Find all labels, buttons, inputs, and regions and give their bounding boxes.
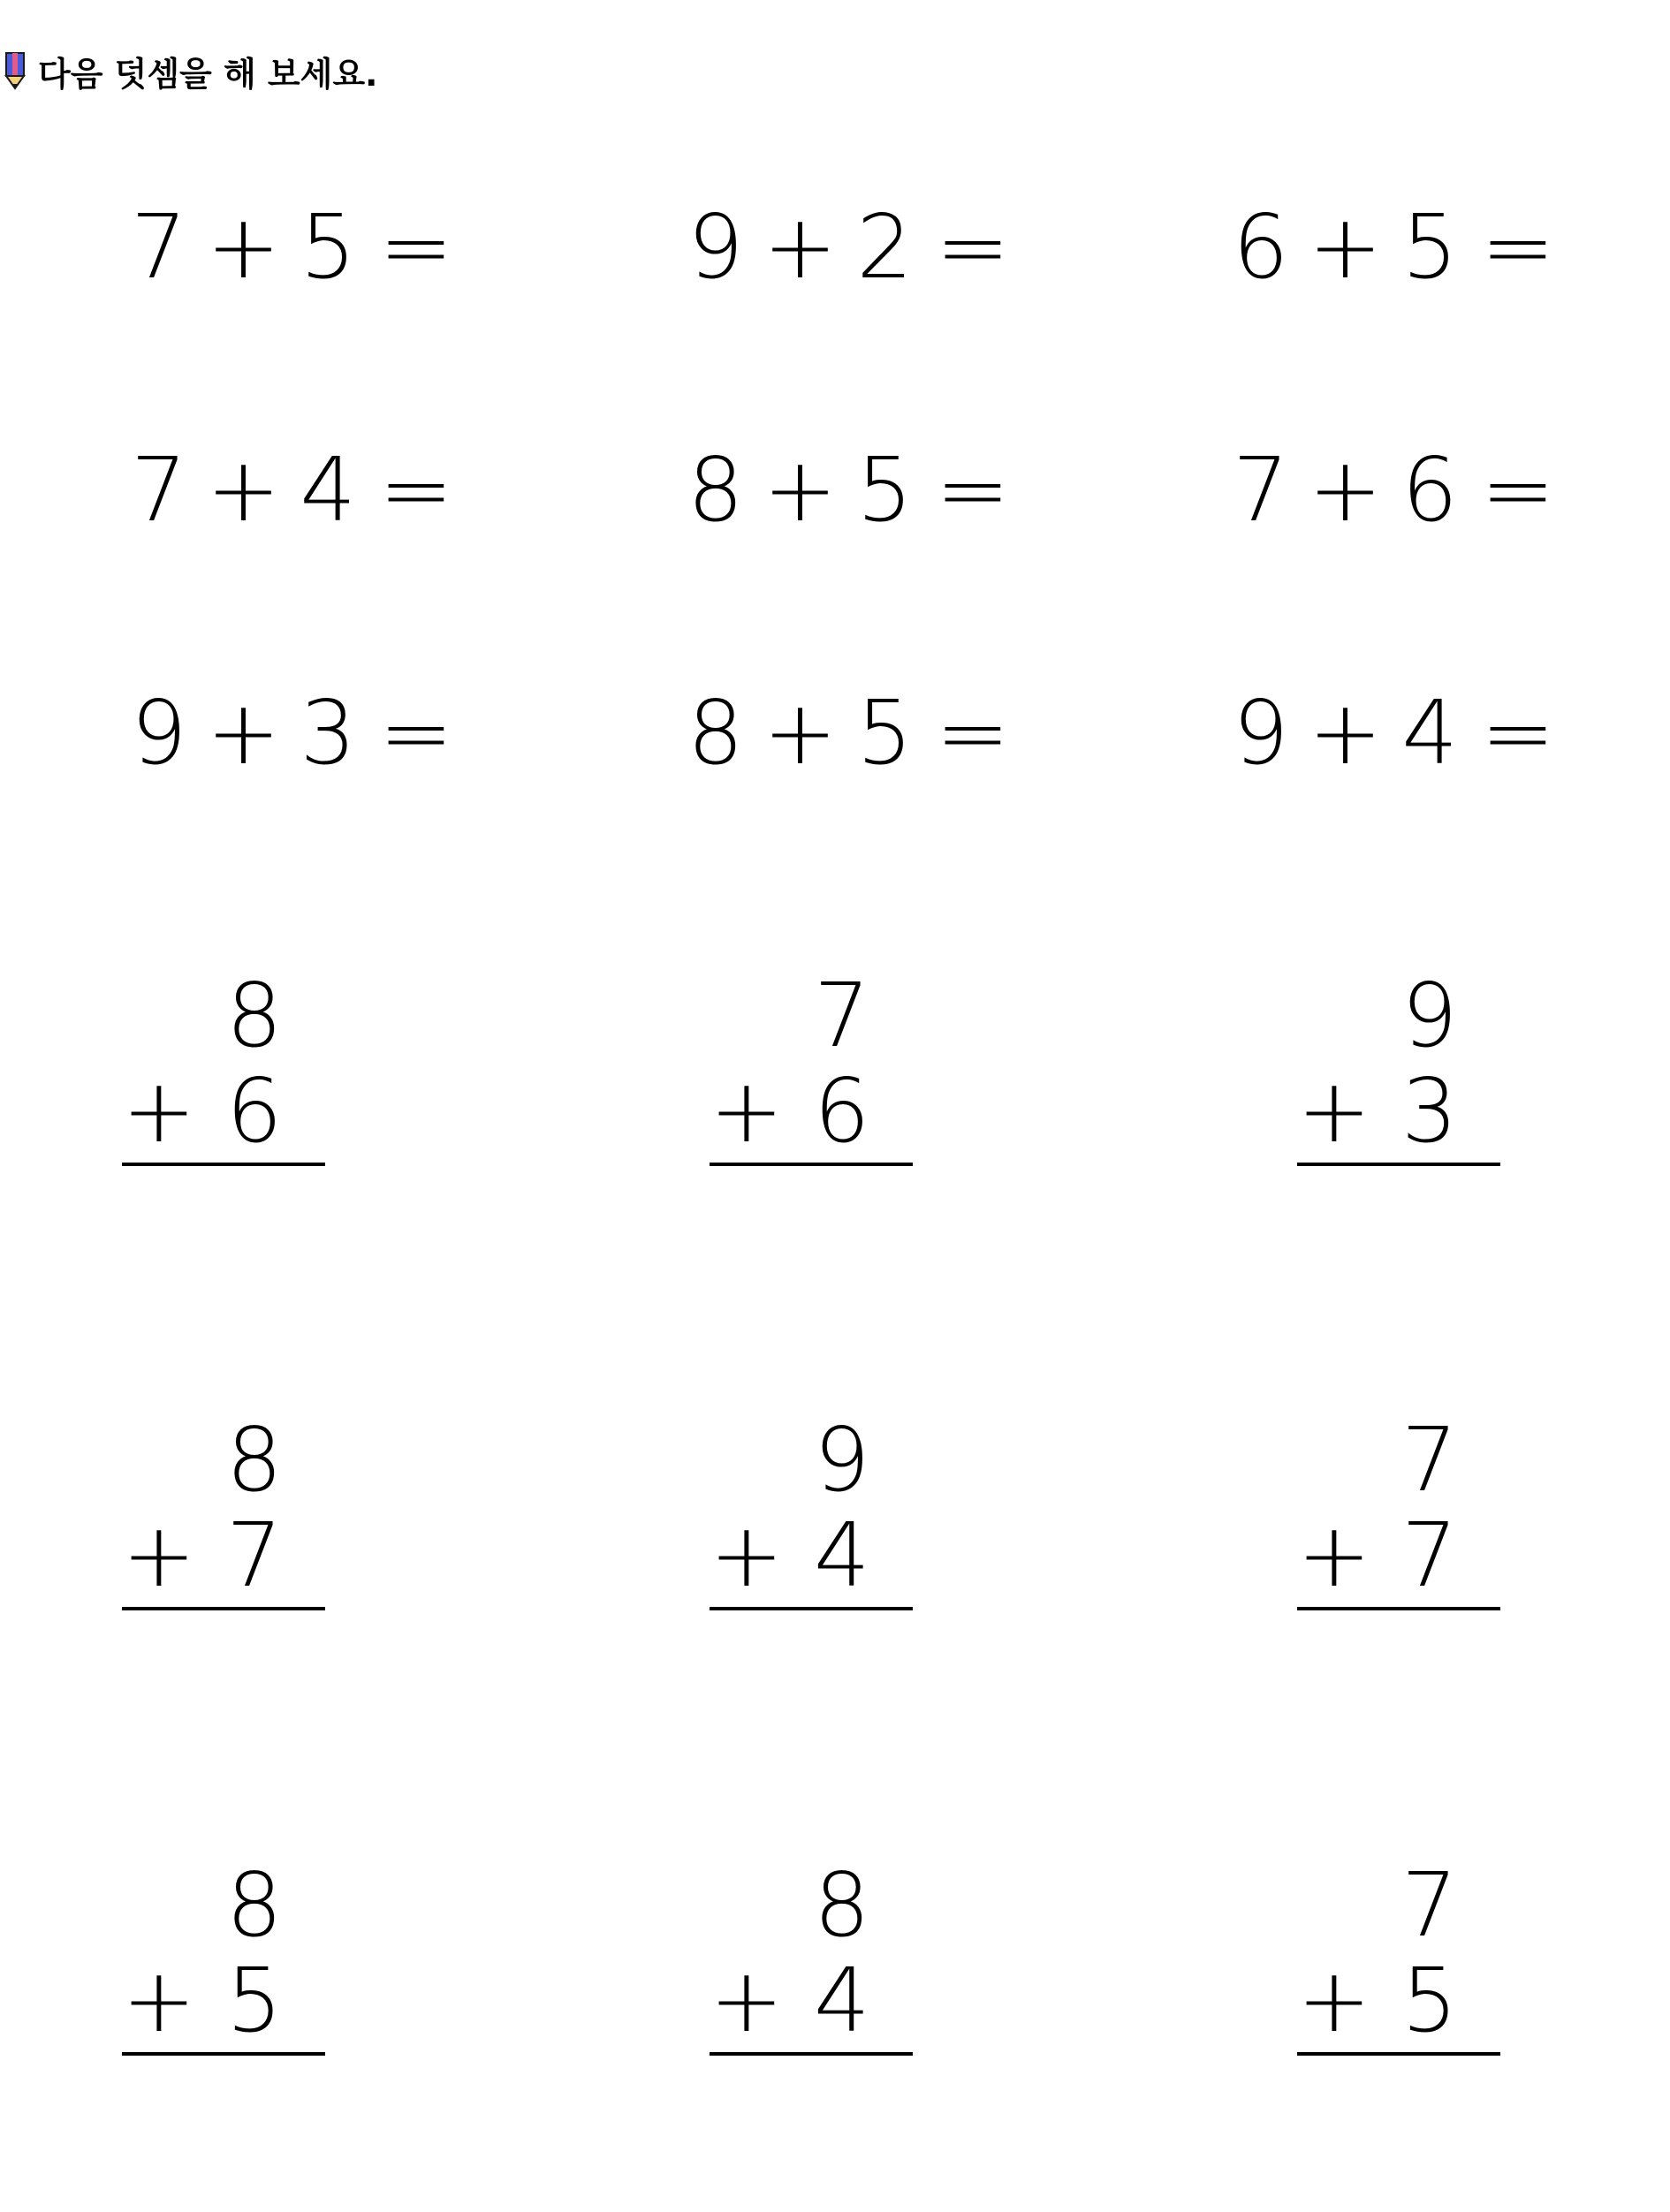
equals-sign: = (936, 438, 1010, 542)
plus-sign: + (1308, 681, 1383, 784)
top-addend: 9 (1401, 964, 1458, 1067)
second-addend: 4 (300, 438, 357, 542)
vertical-problem (122, 1853, 325, 2064)
vertical-problem (710, 1408, 913, 1619)
first-addend: 8 (687, 681, 744, 784)
second-addend: 6 (1401, 438, 1459, 542)
top-addend: 8 (814, 1853, 870, 1957)
second-addend: 5 (856, 438, 914, 542)
plus-sign: + (1308, 438, 1383, 542)
horizontal-problem (687, 680, 1010, 786)
answer-line (710, 2052, 913, 2056)
vertical-problem (710, 1853, 913, 2064)
horizontal-problem (131, 437, 453, 543)
plus-sign: + (763, 681, 838, 784)
answer-line (1297, 1607, 1500, 1610)
worksheet-header (4, 49, 378, 93)
vertical-problem (122, 1408, 325, 1619)
plus-sign: + (763, 195, 838, 299)
plus-sign: + (1297, 1504, 1371, 1607)
second-addend: 3 (300, 681, 357, 784)
equals-sign: = (379, 195, 453, 299)
top-addend: 8 (226, 964, 283, 1067)
plus-sign: + (206, 681, 281, 784)
bottom-addend: 4 (814, 1504, 870, 1607)
top-addend: 7 (814, 964, 870, 1067)
vertical-problem (710, 964, 913, 1175)
bottom-addend: 5 (1401, 1949, 1458, 2052)
bottom-addend: 7 (226, 1504, 283, 1607)
bottom-addend: 3 (1401, 1059, 1458, 1163)
answer-line (710, 1607, 913, 1610)
horizontal-problem (131, 680, 453, 786)
equals-sign: = (936, 681, 1010, 784)
second-addend: 4 (1401, 681, 1459, 784)
equals-sign: = (1481, 438, 1555, 542)
plus-sign: + (710, 1504, 784, 1607)
plus-sign: + (1297, 1949, 1371, 2052)
equals-sign: = (379, 438, 453, 542)
plus-sign: + (122, 1949, 196, 2052)
plus-sign: + (206, 195, 281, 299)
vertical-problem (1297, 1408, 1500, 1619)
top-addend: 7 (1401, 1408, 1458, 1511)
equals-sign: = (936, 195, 1010, 299)
first-addend: 7 (131, 195, 187, 299)
answer-line (1297, 2052, 1500, 2056)
vertical-problem (122, 964, 325, 1175)
first-addend: 9 (687, 195, 744, 299)
plus-sign: + (1308, 195, 1383, 299)
answer-line (122, 1163, 325, 1166)
answer-line (710, 1163, 913, 1166)
plus-sign: + (122, 1504, 196, 1607)
bottom-addend: 4 (814, 1949, 870, 2052)
horizontal-problem (1233, 680, 1555, 786)
answer-line (1297, 1163, 1500, 1166)
top-addend: 8 (226, 1408, 283, 1511)
horizontal-problem (131, 194, 453, 300)
equals-sign: = (1481, 681, 1555, 784)
top-addend: 7 (1401, 1853, 1458, 1957)
pencil-icon (4, 51, 26, 90)
vertical-problem (1297, 1853, 1500, 2064)
plus-sign: + (763, 438, 838, 542)
first-addend: 6 (1233, 195, 1289, 299)
second-addend: 5 (300, 195, 357, 299)
vertical-problem (1297, 964, 1500, 1175)
horizontal-problem (1233, 437, 1555, 543)
plus-sign: + (710, 1949, 784, 2052)
first-addend: 8 (687, 438, 744, 542)
top-addend: 8 (226, 1853, 283, 1957)
plus-sign: + (122, 1059, 196, 1163)
answer-line (122, 1607, 325, 1610)
bottom-addend: 6 (226, 1059, 283, 1163)
first-addend: 9 (1233, 681, 1289, 784)
answer-line (122, 2052, 325, 2056)
second-addend: 5 (856, 681, 914, 784)
instruction-text: 다음 덧셈을 해 보세요. (38, 54, 378, 94)
horizontal-problem (1233, 194, 1555, 300)
bottom-addend: 7 (1401, 1504, 1458, 1607)
second-addend: 5 (1401, 195, 1459, 299)
bottom-addend: 6 (814, 1059, 870, 1163)
second-addend: 2 (856, 195, 914, 299)
equals-sign: = (1481, 195, 1555, 299)
bottom-addend: 5 (226, 1949, 283, 2052)
first-addend: 7 (131, 438, 187, 542)
equals-sign: = (379, 681, 453, 784)
plus-sign: + (710, 1059, 784, 1163)
horizontal-problem (687, 194, 1010, 300)
top-addend: 9 (814, 1408, 870, 1511)
plus-sign: + (1297, 1059, 1371, 1163)
plus-sign: + (206, 438, 281, 542)
first-addend: 7 (1233, 438, 1289, 542)
first-addend: 9 (131, 681, 187, 784)
horizontal-problem (687, 437, 1010, 543)
